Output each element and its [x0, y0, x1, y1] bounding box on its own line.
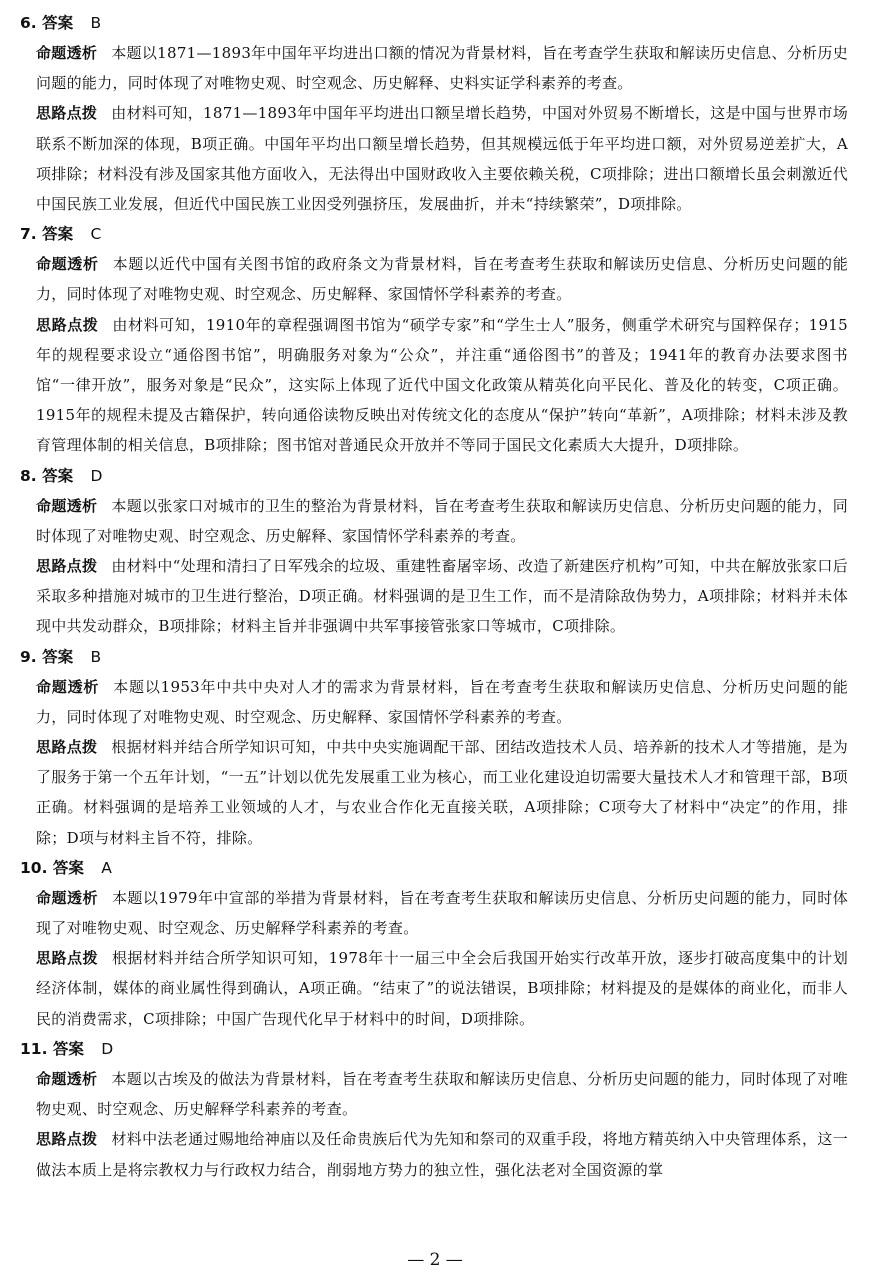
answer-letter: B — [90, 647, 102, 666]
hint-label: 思路点拨 — [36, 949, 98, 968]
question-9 — [20, 642, 848, 853]
answer-letter: B — [90, 14, 102, 32]
answer-label: 答案 — [52, 1039, 84, 1058]
question-number: 10. — [20, 858, 48, 877]
analysis-paragraph — [36, 491, 848, 551]
question-6 — [20, 8, 848, 219]
hint-text: 由材料可知，1871—1893年中国年平均进出口额呈增长趋势，中国对外贸易不断增长，这是中国与世界市场联系不断加深的体现，B项正确。中国年平均出口额呈增长趋势，但其规模远低于年平均进口额，对外贸易逆差扩大，A项排除；材料没有涉及国家其他方面收入，无法得出中国财政收入主要依赖关税，C项排除；进出口额增长虽会刺激近代中国民族工业发展，但近代中国民族工业因受列强挤压，发展曲折，并未“持续繁荣”，D项排除。 — [36, 104, 848, 214]
question-number: 9. — [20, 647, 37, 666]
question-7 — [20, 219, 848, 460]
question-8 — [20, 461, 848, 642]
answer-letter: D — [101, 1039, 114, 1058]
question-header — [20, 1034, 848, 1064]
hint-paragraph — [36, 943, 848, 1034]
question-header — [20, 8, 848, 38]
hint-text: 根据材料并结合所学知识可知，1978年十一届三中全会后我国开始实行改革开放，逐步打破高度集中的计划经济体制，媒体的商业属性得到确认，A项正确。“结束了”的说法错误，B项排除；材料提及的是媒体的商业化，而非人民的消费需求，C项排除；中国广告现代化早于材料中的时间，D项排除。 — [36, 949, 848, 1028]
analysis-paragraph — [36, 249, 848, 309]
question-header — [20, 853, 848, 883]
answer-label: 答案 — [42, 14, 74, 32]
question-number: 7. — [20, 225, 37, 244]
answer-label: 答案 — [52, 858, 84, 877]
hint-paragraph — [36, 551, 848, 642]
question-11 — [20, 1034, 848, 1185]
analysis-text: 本题以1953年中共中央对人才的需求为背景材料，旨在考查考生获取和解读历史信息、分析历史问题的能力，同时体现了对唯物史观、时空观念、历史解释、家国情怀学科素养的考查。 — [36, 677, 848, 726]
analysis-paragraph — [36, 672, 848, 732]
analysis-label: 命题透析 — [36, 44, 98, 62]
question-number: 11. — [20, 1039, 48, 1058]
hint-label: 思路点拨 — [36, 315, 99, 334]
question-10 — [20, 853, 848, 1034]
answer-label: 答案 — [42, 225, 74, 244]
analysis-label: 命题透析 — [36, 496, 98, 515]
answer-label: 答案 — [42, 466, 74, 485]
hint-text: 由材料可知，1910年的章程强调图书馆为“硕学专家”和“学生士人”服务，侧重学术研究与国粹保存；1915年的规程要求设立“通俗图书馆”，明确服务对象为“公众”，并注重“通俗图书”的普及；1941年的教育办法要求图书馆“一律开放”，服务对象是“民众”，这实际上体现了近代中国文化政策从精英化向平民化、普及化的转变，C项正确。1915年的规程未提及古籍保护，转向通俗读物反映出对传统文化的态度从“保护”转向“革新”，A项排除；材料未涉及教育管理体制的相关信息，B项排除；图书馆对普通民众开放并不等同于国民文化素质大大提升，D项排除。 — [36, 315, 848, 455]
question-header — [20, 219, 848, 249]
hint-label: 思路点拨 — [36, 557, 98, 576]
answer-letter: C — [90, 225, 102, 244]
hint-text: 根据材料并结合所学知识可知，中共中央实施调配干部、团结改造技术人员、培养新的技术人才等措施，是为了服务于第一个五年计划，“一五”计划以优先发展重工业为核心，而工业化建设迫切需要大量技术人才和管理干部，B项正确。材料强调的是培养工业领域的人才，与农业合作化无直接关联，A项排除；C项夸大了材料中“决定”的作用，排除；D项与材料主旨不符，排除。 — [36, 738, 848, 847]
analysis-paragraph — [36, 1064, 848, 1124]
hint-paragraph — [36, 732, 848, 853]
question-number: 8. — [20, 466, 37, 485]
hint-text: 材料中法老通过赐地给神庙以及任命贵族后代为先知和祭司的双重手段，将地方精英纳入中央管理体系，这一做法本质上是将宗教权力与行政权力结合，削弱地方势力的独立性，强化法老对全国资源的掌 — [36, 1130, 848, 1179]
hint-label: 思路点拨 — [36, 738, 98, 757]
analysis-text: 本题以1871—1893年中国年平均进出口额的情况为背景材料，旨在考查学生获取和解读历史信息、分析历史问题的能力，同时体现了对唯物史观、时空观念、历史解释、史料实证学科素养的考查。 — [36, 44, 848, 93]
hint-label: 思路点拨 — [36, 104, 98, 123]
analysis-label: 命题透析 — [36, 255, 99, 274]
analysis-label: 命题透析 — [36, 1069, 98, 1088]
analysis-label: 命题透析 — [36, 888, 98, 907]
hint-paragraph — [36, 98, 848, 219]
answer-label: 答案 — [42, 647, 74, 666]
hint-text: 由材料中“处理和清扫了日军残余的垃圾、重建牲畜屠宰场、改造了新建医疗机构”可知，中共在解放张家口后采取多种措施对城市的卫生进行整治，D项正确。材料强调的是卫生工作，而不是清除敌伪势力，A项排除；材料并未体现中共发动群众，B项排除；材料主旨并非强调中共军事接管张家口等城市，C项排除。 — [36, 557, 849, 636]
analysis-label: 命题透析 — [36, 677, 100, 696]
page-number: — 2 — — [407, 1250, 463, 1270]
analysis-text: 本题以张家口对城市的卫生的整治为背景材料，旨在考查考生获取和解读历史信息、分析历史问题的能力，同时体现了对唯物史观、时空观念、历史解释、家国情怀学科素养的考查。 — [36, 496, 848, 545]
question-header — [20, 642, 848, 672]
analysis-text: 本题以1979年中宣部的举措为背景材料，旨在考查考生获取和解读历史信息、分析历史问题的能力，同时体现了对唯物史观、时空观念、历史解释学科素养的考查。 — [36, 888, 848, 938]
analysis-text: 本题以近代中国有关图书馆的政府条文为背景材料，旨在考查考生获取和解读历史信息、分析历史问题的能力，同时体现了对唯物史观、时空观念、历史解释、家国情怀学科素养的考查。 — [36, 255, 849, 304]
hint-paragraph — [36, 310, 848, 461]
analysis-text: 本题以古埃及的做法为背景材料，旨在考查考生获取和解读历史信息、分析历史问题的能力，同时体现了对唯物史观、时空观念、历史解释学科素养的考查。 — [36, 1069, 848, 1119]
analysis-paragraph — [36, 38, 848, 98]
analysis-paragraph — [36, 883, 848, 943]
hint-label: 思路点拨 — [36, 1130, 98, 1149]
answer-letter: D — [90, 466, 103, 485]
hint-paragraph — [36, 1124, 848, 1184]
answer-letter: A — [101, 858, 112, 877]
question-header — [20, 461, 848, 491]
question-number: 6. — [20, 14, 37, 32]
